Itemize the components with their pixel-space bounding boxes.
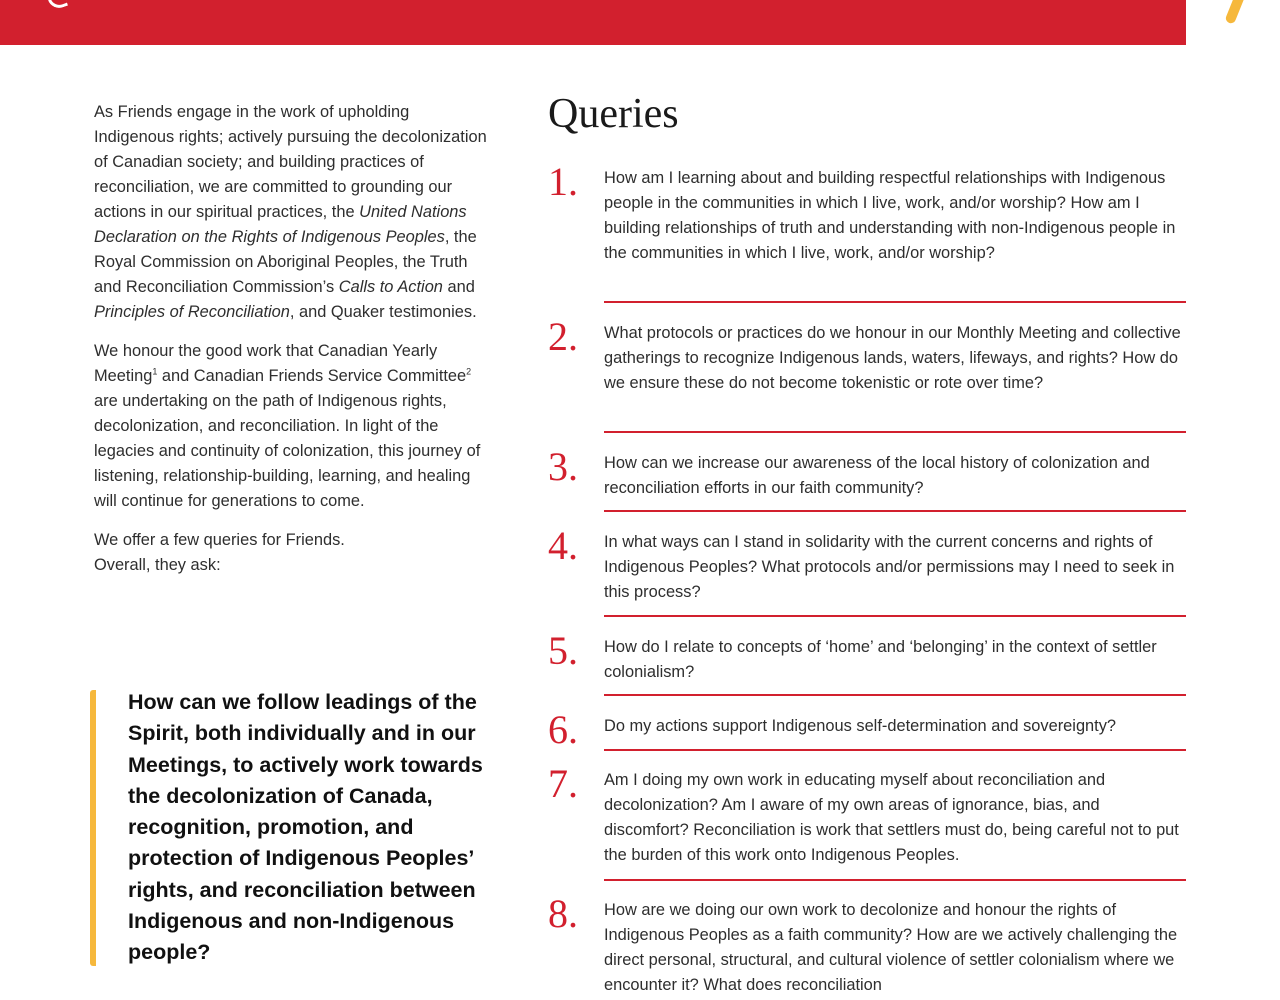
intro-text: We offer a few queries for Friends. (94, 531, 345, 549)
query-divider (604, 510, 1186, 512)
intro-paragraph-1 (94, 100, 494, 325)
query-number: 8. (548, 891, 578, 936)
query-item (548, 444, 1188, 501)
query-text: How do I relate to concepts of ‘home’ and ‘belonging’ in the context of settler colonialism? (604, 638, 1157, 681)
undrip-title: United Nations Declaration on the Rights of Indigenous Peoples (94, 203, 467, 246)
query-number: 7. (548, 761, 578, 806)
query-divider (604, 431, 1186, 433)
query-divider (604, 879, 1186, 881)
intro-paragraph-2 (94, 339, 494, 514)
query-divider (604, 694, 1186, 696)
intro-text: and Canadian Friends Service Committee (157, 367, 467, 385)
footnote-ref[interactable]: 1 (152, 366, 158, 377)
query-text: Am I doing my own work in educating myself about reconciliation and decolonization? Am I aware of my own areas of ignorance, bias, and discomfort? Reconciliation is work that settlers must do, being careful not to put the burden of this work onto Indigenous Peoples. (604, 771, 1179, 864)
query-text: How am I learning about and building respectful relationships with Indigenous people in the communities in which I live, work, and/or worship? How am I building relationships of truth and understanding with non-Indigenous people in the communities in which I live, work, and/or worship? (604, 169, 1176, 262)
query-item (548, 314, 1188, 396)
intro-text: We honour the good work that Canadian Yearly Meeting (94, 342, 438, 385)
query-item (548, 707, 1188, 752)
footnote-ref[interactable]: 2 (466, 366, 472, 377)
decorative-swirl-icon (45, 0, 68, 11)
query-divider (604, 615, 1186, 617)
query-divider (604, 301, 1186, 303)
query-number: 3. (548, 444, 578, 489)
query-item (548, 761, 1188, 868)
intro-paragraph-3 (94, 528, 494, 578)
query-item (548, 891, 1188, 998)
decorative-brush-stroke-icon (1224, 0, 1245, 25)
intro-text: are undertaking on the path of Indigenous rights, decolonization, and reconciliation. In light of the legacies and continuity of colonization, this journey of listening, relationship-building, learning, and healing will continue for generations to come. (94, 392, 481, 510)
callout-text: How can we follow leadings of the Spirit, both individually and in our Meetings, to actively work towards the decolonization of Canada, recognition, promotion, and protection of Indigenous Peoples’ rights, and reconciliation between Indigenous and non-Indigenous people? (128, 690, 483, 965)
query-number: 6. (548, 707, 578, 752)
intro-text: , the Royal Commission on Aboriginal Peoples, the Truth and Reconciliation Commission’s (94, 228, 477, 296)
query-item (548, 523, 1188, 605)
query-text: How can we increase our awareness of the local history of colonization and reconciliation efforts in our faith community? (604, 454, 1150, 497)
intro-column (94, 100, 494, 592)
query-text: In what ways can I stand in solidarity with the current concerns and rights of Indigenous Peoples? What protocols and/or permissions may I need to seek in this process? (604, 533, 1175, 601)
intro-text: , and Quaker testimonies. (289, 303, 477, 321)
callout-quote (90, 690, 510, 966)
query-text: Do my actions support Indigenous self-determination and sovereignty? (604, 717, 1117, 735)
intro-text: and (442, 278, 475, 296)
queries-heading: Queries (548, 91, 679, 137)
query-item (548, 159, 1188, 266)
query-divider (604, 749, 1186, 751)
query-number: 4. (548, 523, 578, 568)
intro-text: As Friends engage in the work of upholding Indigenous rights; actively pursuing the decolonization of Canadian society; and building practices of reconciliation, we are committed to grounding our actions in our spiritual practices, the (94, 103, 487, 221)
calls-to-action-title: Calls to Action (338, 278, 443, 296)
query-text: How are we doing our own work to decolonize and honour the rights of Indigenous Peoples as a faith community? How are we actively challenging the direct personal, structural, and cultural violence of settler colonialism where we encounter it? What does reconciliation (604, 901, 1178, 994)
query-item (548, 628, 1188, 685)
intro-text: Overall, they ask: (94, 556, 221, 574)
query-text: What protocols or practices do we honour in our Monthly Meeting and collective gatherings to recognize Indigenous lands, waters, lifeways, and rights? How do we ensure these do not become tokenistic or rote over time? (604, 324, 1181, 392)
header-banner (0, 0, 1186, 45)
principles-title: Principles of Reconciliation (94, 303, 290, 321)
query-number: 2. (548, 314, 578, 359)
query-number: 1. (548, 159, 578, 204)
query-number: 5. (548, 628, 578, 673)
